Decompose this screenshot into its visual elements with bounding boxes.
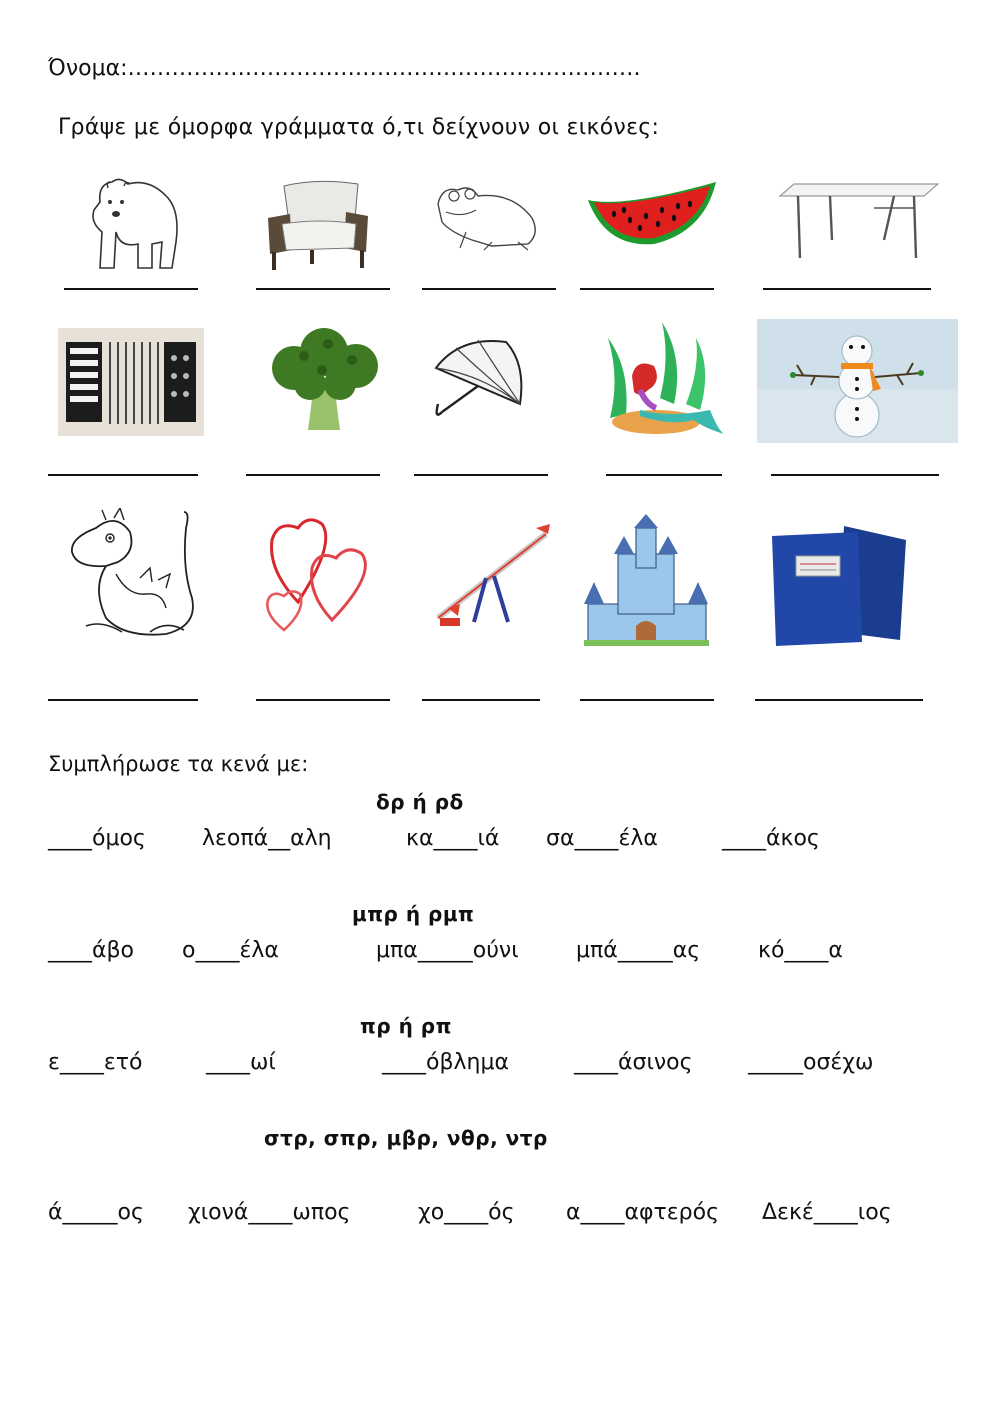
fill-word[interactable]: ε____ετό [48,1050,143,1075]
answer-line-11[interactable] [48,699,198,701]
instruction-text: Γράψε με όμορφα γράμματα ό,τι δείχνουν οι εικόνες: [58,115,660,140]
armchair-icon [262,178,372,273]
fill-word[interactable]: ____ωί [206,1050,276,1075]
fill-word[interactable]: _____οσέχω [748,1050,874,1075]
broccoli-icon [264,326,384,432]
answer-line-9[interactable] [606,474,722,476]
watermelon-icon [584,180,719,250]
answer-line-10[interactable] [771,474,939,476]
group-label-pr: πρ ή ρπ [360,1014,452,1038]
answer-line-13[interactable] [422,699,540,701]
fill-word[interactable]: λεοπά__αλη [202,826,332,851]
answer-line-5[interactable] [763,288,931,290]
snowman-icon [757,319,958,443]
fill-word[interactable]: ____άκος [722,826,820,851]
fill-word[interactable]: ____όμος [48,826,146,851]
group-label-mpr: μπρ ή ρμπ [352,902,475,926]
exercise-row-4 [0,1200,1000,1230]
fill-word[interactable]: ο____έλα [182,938,279,963]
fill-word[interactable]: χιονά____ωπος [188,1200,351,1225]
castle-icon [584,514,709,646]
umbrella-icon [430,334,530,424]
fill-word[interactable]: Δεκέ____ιος [762,1200,892,1225]
mermaid-icon [600,318,725,436]
fill-word[interactable]: σα____έλα [546,826,658,851]
notebook-icon [770,522,910,647]
seesaw-icon [428,518,553,628]
fill-word[interactable]: κό____α [758,938,843,963]
accordion-icon [58,328,204,436]
frog-icon [432,182,542,252]
fill-section-title: Συμπλήρωσε τα κενά με: [48,752,309,776]
answer-line-15[interactable] [755,699,923,701]
group-label-str: στρ, σπρ, μβρ, νθρ, ντρ [264,1126,548,1150]
answer-line-12[interactable] [256,699,390,701]
exercise-row-3 [0,1050,1000,1080]
bear-icon [80,172,185,272]
exercise-row-1 [0,826,1000,856]
hearts-icon [262,510,387,640]
fill-word[interactable]: χο____ός [418,1200,515,1225]
fill-word[interactable]: μπά_____ας [576,938,701,963]
fill-word[interactable]: ά_____ος [48,1200,144,1225]
fill-word[interactable]: ____άσινος [574,1050,693,1075]
dragon-icon [66,508,206,650]
fill-word[interactable]: ____άβο [48,938,135,963]
fill-word[interactable]: ____όβλημα [382,1050,509,1075]
answer-line-1[interactable] [64,288,198,290]
answer-line-4[interactable] [580,288,714,290]
name-field-label: Όνομα:……………………………………………………………. [48,56,641,81]
table-icon [774,178,944,263]
answer-line-7[interactable] [246,474,380,476]
fill-word[interactable]: α____αφτερός [566,1200,719,1225]
group-label-dr: δρ ή ρδ [376,790,464,814]
answer-line-14[interactable] [580,699,714,701]
answer-line-6[interactable] [48,474,198,476]
answer-line-2[interactable] [256,288,390,290]
exercise-row-2 [0,938,1000,968]
fill-word[interactable]: μπα_____ούνι [376,938,519,963]
fill-word[interactable]: κα____ιά [406,826,500,851]
answer-line-3[interactable] [422,288,556,290]
answer-line-8[interactable] [414,474,548,476]
